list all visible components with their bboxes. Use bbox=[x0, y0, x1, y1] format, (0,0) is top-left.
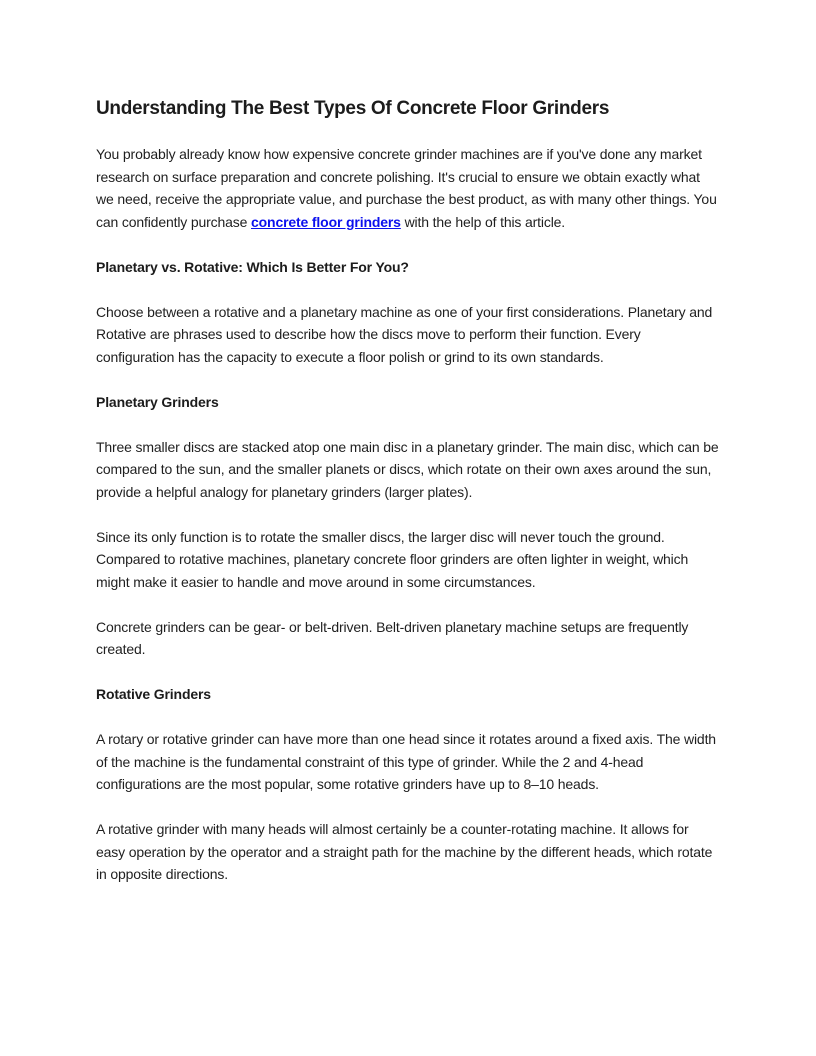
paragraph-counter-rotating: A rotative grinder with many heads will almost certainly be a counter-rotating machine. It allows for easy operation by the operator and a straight path for the machine by the different heads, which rotate in opposite directions. bbox=[96, 821, 713, 882]
paragraph-since-its-only-function: Since its only function is to rotate the smaller discs, the larger disc will never touch the ground. Compared to rotative machines, planetary concrete floor grinders are often lighter in weight, which might make it easier to handle and move around in some circumstances. bbox=[96, 528, 689, 590]
paragraph-gear-or-belt-driven: Concrete grinders can be gear- or belt-driven. Belt-driven planetary machine setups are frequently created. bbox=[96, 618, 689, 657]
paragraph-choose-between: Choose between a rotative and a planetary machine as one of your first considerations. Planetary and Rotative are phrases used to describe how the discs move to perform their function. Every configuration has the capacity to execute a floor polish or grind to its own standards. bbox=[96, 303, 713, 365]
section-heading-rotative-grinders: Rotative Grinders bbox=[96, 686, 211, 702]
paragraph-three-smaller-discs: Three smaller discs are stacked atop one main disc in a planetary grinder. The main disc, which can be compared to the sun, and the smaller planets or discs, which rotate on their own axes around the sun, provide a helpful analogy for planetary grinders (larger plates). bbox=[96, 438, 719, 500]
intro-paragraph bbox=[96, 143, 720, 233]
concrete-floor-grinders-link[interactable]: concrete floor grinders bbox=[251, 213, 401, 230]
intro-text-before-link: You probably already know how expensive concrete grinder machines are if you've done any market research on surface preparation and concrete polishing. It's crucial to ensure we obtain exactly what we need, receive the appropriate value, and purchase the best product, as with many other things. You can confidently purchase bbox=[96, 146, 717, 230]
document-title: Understanding The Best Types Of Concrete Floor Grinders bbox=[96, 98, 610, 119]
intro-text-after-link: with the help of this article. bbox=[400, 213, 566, 230]
section-heading-planetary-vs-rotative: Planetary vs. Rotative: Which Is Better For You? bbox=[96, 258, 409, 275]
paragraph-rotary-or-rotative: A rotary or rotative grinder can have more than one head since it rotates around a fixed axis. The width of the machine is the fundamental constraint of this type of grinder. While the 2 and 4-head configurations are the most popular, some rotative grinders have up to 8–10 heads. bbox=[96, 731, 716, 792]
section-heading-planetary-grinders: Planetary Grinders bbox=[96, 393, 219, 410]
